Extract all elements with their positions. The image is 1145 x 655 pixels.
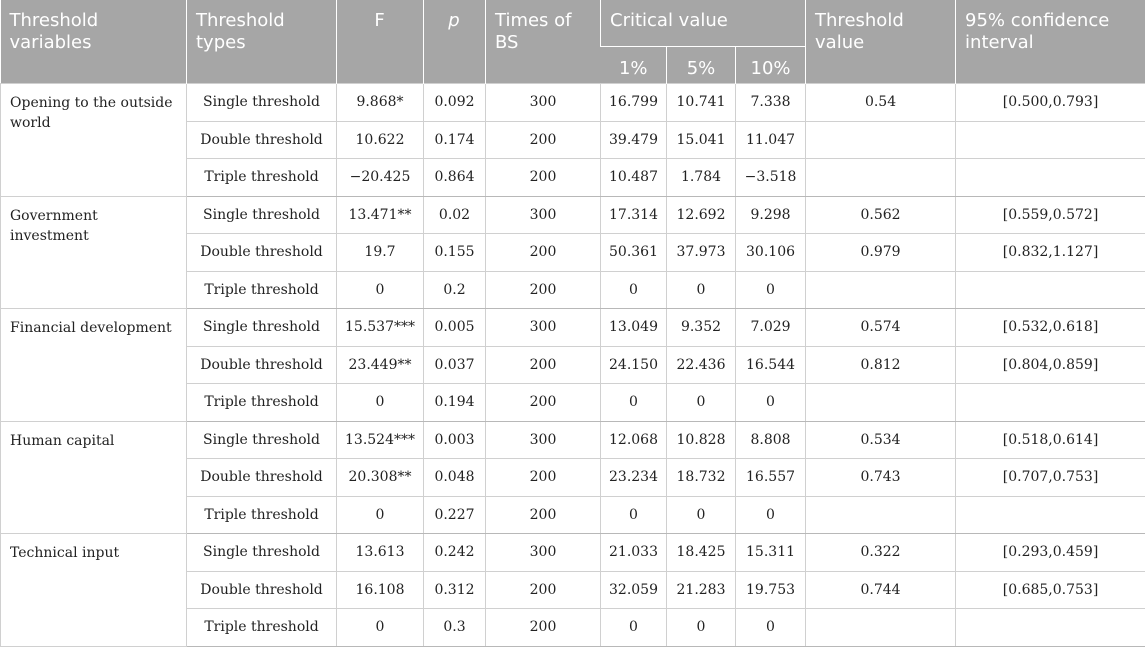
p-value-cell: 0.194 (424, 384, 486, 422)
f-statistic-cell: 10.622 (337, 121, 424, 159)
threshold-value-cell (806, 121, 956, 159)
confidence-interval-cell: [0.707,0.753] (956, 459, 1145, 497)
critical-value-5-cell: 21.283 (667, 571, 736, 609)
threshold-type-cell: Single threshold (187, 309, 337, 347)
f-statistic-cell: 0 (337, 496, 424, 534)
critical-value-5-cell: 1.784 (667, 159, 736, 197)
critical-value-1-cell: 0 (601, 271, 667, 309)
threshold-value-cell: 0.743 (806, 459, 956, 497)
threshold-value-cell (806, 609, 956, 647)
critical-value-1-cell: 0 (601, 609, 667, 647)
bootstrap-times-cell: 200 (486, 234, 601, 272)
threshold-value-cell: 0.574 (806, 309, 956, 347)
bootstrap-times-cell: 300 (486, 309, 601, 347)
threshold-variable-cell: Opening to the outside world (1, 84, 187, 197)
threshold-type-cell: Triple threshold (187, 609, 337, 647)
critical-value-5-cell: 0 (667, 496, 736, 534)
critical-value-1-cell: 39.479 (601, 121, 667, 159)
p-value-cell: 0.3 (424, 609, 486, 647)
header-confidence-interval: 95% confidence interval (956, 0, 1145, 84)
threshold-value-cell: 0.562 (806, 196, 956, 234)
critical-value-1-cell: 21.033 (601, 534, 667, 572)
critical-value-10-cell: 19.753 (736, 571, 806, 609)
critical-value-10-cell: 15.311 (736, 534, 806, 572)
bootstrap-times-cell: 200 (486, 609, 601, 647)
confidence-interval-cell: [0.832,1.127] (956, 234, 1145, 272)
critical-value-1-cell: 12.068 (601, 421, 667, 459)
critical-value-10-cell: 16.544 (736, 346, 806, 384)
critical-value-10-cell: 30.106 (736, 234, 806, 272)
critical-value-10-cell: 16.557 (736, 459, 806, 497)
p-value-cell: 0.092 (424, 84, 486, 122)
critical-value-1-cell: 50.361 (601, 234, 667, 272)
threshold-type-cell: Double threshold (187, 571, 337, 609)
bootstrap-times-cell: 300 (486, 84, 601, 122)
header-times-of-bs: Times of BS (486, 0, 601, 84)
threshold-value-cell: 0.812 (806, 346, 956, 384)
confidence-interval-cell: [0.518,0.614] (956, 421, 1145, 459)
critical-value-1-cell: 17.314 (601, 196, 667, 234)
critical-value-5-cell: 9.352 (667, 309, 736, 347)
critical-value-5-cell: 0 (667, 384, 736, 422)
bootstrap-times-cell: 200 (486, 459, 601, 497)
bootstrap-times-cell: 300 (486, 421, 601, 459)
bootstrap-times-cell: 200 (486, 121, 601, 159)
confidence-interval-cell: [0.532,0.618] (956, 309, 1145, 347)
confidence-interval-cell (956, 271, 1145, 309)
threshold-value-cell: 0.979 (806, 234, 956, 272)
table-row (1, 196, 1145, 234)
threshold-value-cell: 0.534 (806, 421, 956, 459)
confidence-interval-cell: [0.500,0.793] (956, 84, 1145, 122)
critical-value-1-cell: 24.150 (601, 346, 667, 384)
header-p: p (424, 0, 486, 84)
f-statistic-cell: 23.449** (337, 346, 424, 384)
threshold-type-cell: Double threshold (187, 459, 337, 497)
f-statistic-cell: 16.108 (337, 571, 424, 609)
table-row (1, 534, 1145, 572)
threshold-value-cell: 0.744 (806, 571, 956, 609)
critical-value-5-cell: 37.973 (667, 234, 736, 272)
f-statistic-cell: 19.7 (337, 234, 424, 272)
critical-value-10-cell: 7.029 (736, 309, 806, 347)
bootstrap-times-cell: 200 (486, 384, 601, 422)
p-value-cell: 0.864 (424, 159, 486, 197)
threshold-value-cell (806, 159, 956, 197)
threshold-type-cell: Triple threshold (187, 496, 337, 534)
threshold-type-cell: Single threshold (187, 421, 337, 459)
header-cv-5: 5% (667, 47, 736, 84)
f-statistic-cell: 15.537*** (337, 309, 424, 347)
threshold-variable-cell: Technical input (1, 534, 187, 647)
confidence-interval-cell: [0.559,0.572] (956, 196, 1145, 234)
header-critical-value: Critical value (601, 0, 806, 47)
threshold-type-cell: Double threshold (187, 121, 337, 159)
critical-value-5-cell: 10.828 (667, 421, 736, 459)
p-value-cell: 0.174 (424, 121, 486, 159)
critical-value-10-cell: 0 (736, 384, 806, 422)
f-statistic-cell: 9.868* (337, 84, 424, 122)
critical-value-1-cell: 10.487 (601, 159, 667, 197)
bootstrap-times-cell: 300 (486, 196, 601, 234)
critical-value-1-cell: 32.059 (601, 571, 667, 609)
critical-value-10-cell: 11.047 (736, 121, 806, 159)
critical-value-5-cell: 18.732 (667, 459, 736, 497)
f-statistic-cell: 13.613 (337, 534, 424, 572)
threshold-type-cell: Double threshold (187, 234, 337, 272)
f-statistic-cell: 0 (337, 271, 424, 309)
threshold-type-cell: Single threshold (187, 534, 337, 572)
critical-value-10-cell: −3.518 (736, 159, 806, 197)
p-value-cell: 0.2 (424, 271, 486, 309)
header-cv-1: 1% (601, 47, 667, 84)
f-statistic-cell: 13.524*** (337, 421, 424, 459)
confidence-interval-cell: [0.804,0.859] (956, 346, 1145, 384)
table-body (1, 84, 1145, 647)
header-cv-10: 10% (736, 47, 806, 84)
threshold-type-cell: Single threshold (187, 84, 337, 122)
f-statistic-cell: 13.471** (337, 196, 424, 234)
p-value-cell: 0.02 (424, 196, 486, 234)
p-value-cell: 0.037 (424, 346, 486, 384)
p-value-cell: 0.048 (424, 459, 486, 497)
critical-value-5-cell: 0 (667, 271, 736, 309)
critical-value-1-cell: 0 (601, 384, 667, 422)
threshold-type-cell: Double threshold (187, 346, 337, 384)
critical-value-10-cell: 9.298 (736, 196, 806, 234)
header-f: F (337, 0, 424, 84)
bootstrap-times-cell: 200 (486, 571, 601, 609)
critical-value-10-cell: 0 (736, 271, 806, 309)
threshold-variable-cell: Financial development (1, 309, 187, 422)
threshold-type-cell: Single threshold (187, 196, 337, 234)
critical-value-10-cell: 7.338 (736, 84, 806, 122)
critical-value-1-cell: 23.234 (601, 459, 667, 497)
critical-value-5-cell: 10.741 (667, 84, 736, 122)
p-value-cell: 0.312 (424, 571, 486, 609)
bootstrap-times-cell: 300 (486, 534, 601, 572)
threshold-value-cell (806, 271, 956, 309)
critical-value-1-cell: 16.799 (601, 84, 667, 122)
p-value-cell: 0.227 (424, 496, 486, 534)
threshold-type-cell: Triple threshold (187, 159, 337, 197)
critical-value-5-cell: 22.436 (667, 346, 736, 384)
table-row (1, 421, 1145, 459)
p-value-cell: 0.155 (424, 234, 486, 272)
confidence-interval-cell: [0.685,0.753] (956, 571, 1145, 609)
threshold-value-cell: 0.54 (806, 84, 956, 122)
threshold-variable-cell: Human capital (1, 421, 187, 534)
p-value-cell: 0.242 (424, 534, 486, 572)
table-header (1, 0, 1145, 84)
f-statistic-cell: −20.425 (337, 159, 424, 197)
critical-value-5-cell: 12.692 (667, 196, 736, 234)
table-row (1, 309, 1145, 347)
f-statistic-cell: 0 (337, 384, 424, 422)
threshold-value-cell: 0.322 (806, 534, 956, 572)
critical-value-10-cell: 0 (736, 496, 806, 534)
critical-value-1-cell: 0 (601, 496, 667, 534)
confidence-interval-cell (956, 384, 1145, 422)
critical-value-5-cell: 15.041 (667, 121, 736, 159)
threshold-value-cell (806, 496, 956, 534)
p-value-cell: 0.005 (424, 309, 486, 347)
header-threshold-types: Threshold types (187, 0, 337, 84)
critical-value-10-cell: 8.808 (736, 421, 806, 459)
critical-value-5-cell: 0 (667, 609, 736, 647)
critical-value-10-cell: 0 (736, 609, 806, 647)
confidence-interval-cell: [0.293,0.459] (956, 534, 1145, 572)
header-threshold-variables: Threshold variables (1, 0, 187, 84)
threshold-value-cell (806, 384, 956, 422)
critical-value-5-cell: 18.425 (667, 534, 736, 572)
threshold-variable-cell: Government investment (1, 196, 187, 309)
header-threshold-value: Threshold value (806, 0, 956, 84)
threshold-type-cell: Triple threshold (187, 271, 337, 309)
confidence-interval-cell (956, 121, 1145, 159)
confidence-interval-cell (956, 609, 1145, 647)
threshold-type-cell: Triple threshold (187, 384, 337, 422)
bootstrap-times-cell: 200 (486, 346, 601, 384)
p-value-cell: 0.003 (424, 421, 486, 459)
bootstrap-times-cell: 200 (486, 271, 601, 309)
critical-value-1-cell: 13.049 (601, 309, 667, 347)
bootstrap-times-cell: 200 (486, 159, 601, 197)
bootstrap-times-cell: 200 (486, 496, 601, 534)
confidence-interval-cell (956, 159, 1145, 197)
confidence-interval-cell (956, 496, 1145, 534)
f-statistic-cell: 0 (337, 609, 424, 647)
f-statistic-cell: 20.308** (337, 459, 424, 497)
table-row (1, 84, 1145, 122)
